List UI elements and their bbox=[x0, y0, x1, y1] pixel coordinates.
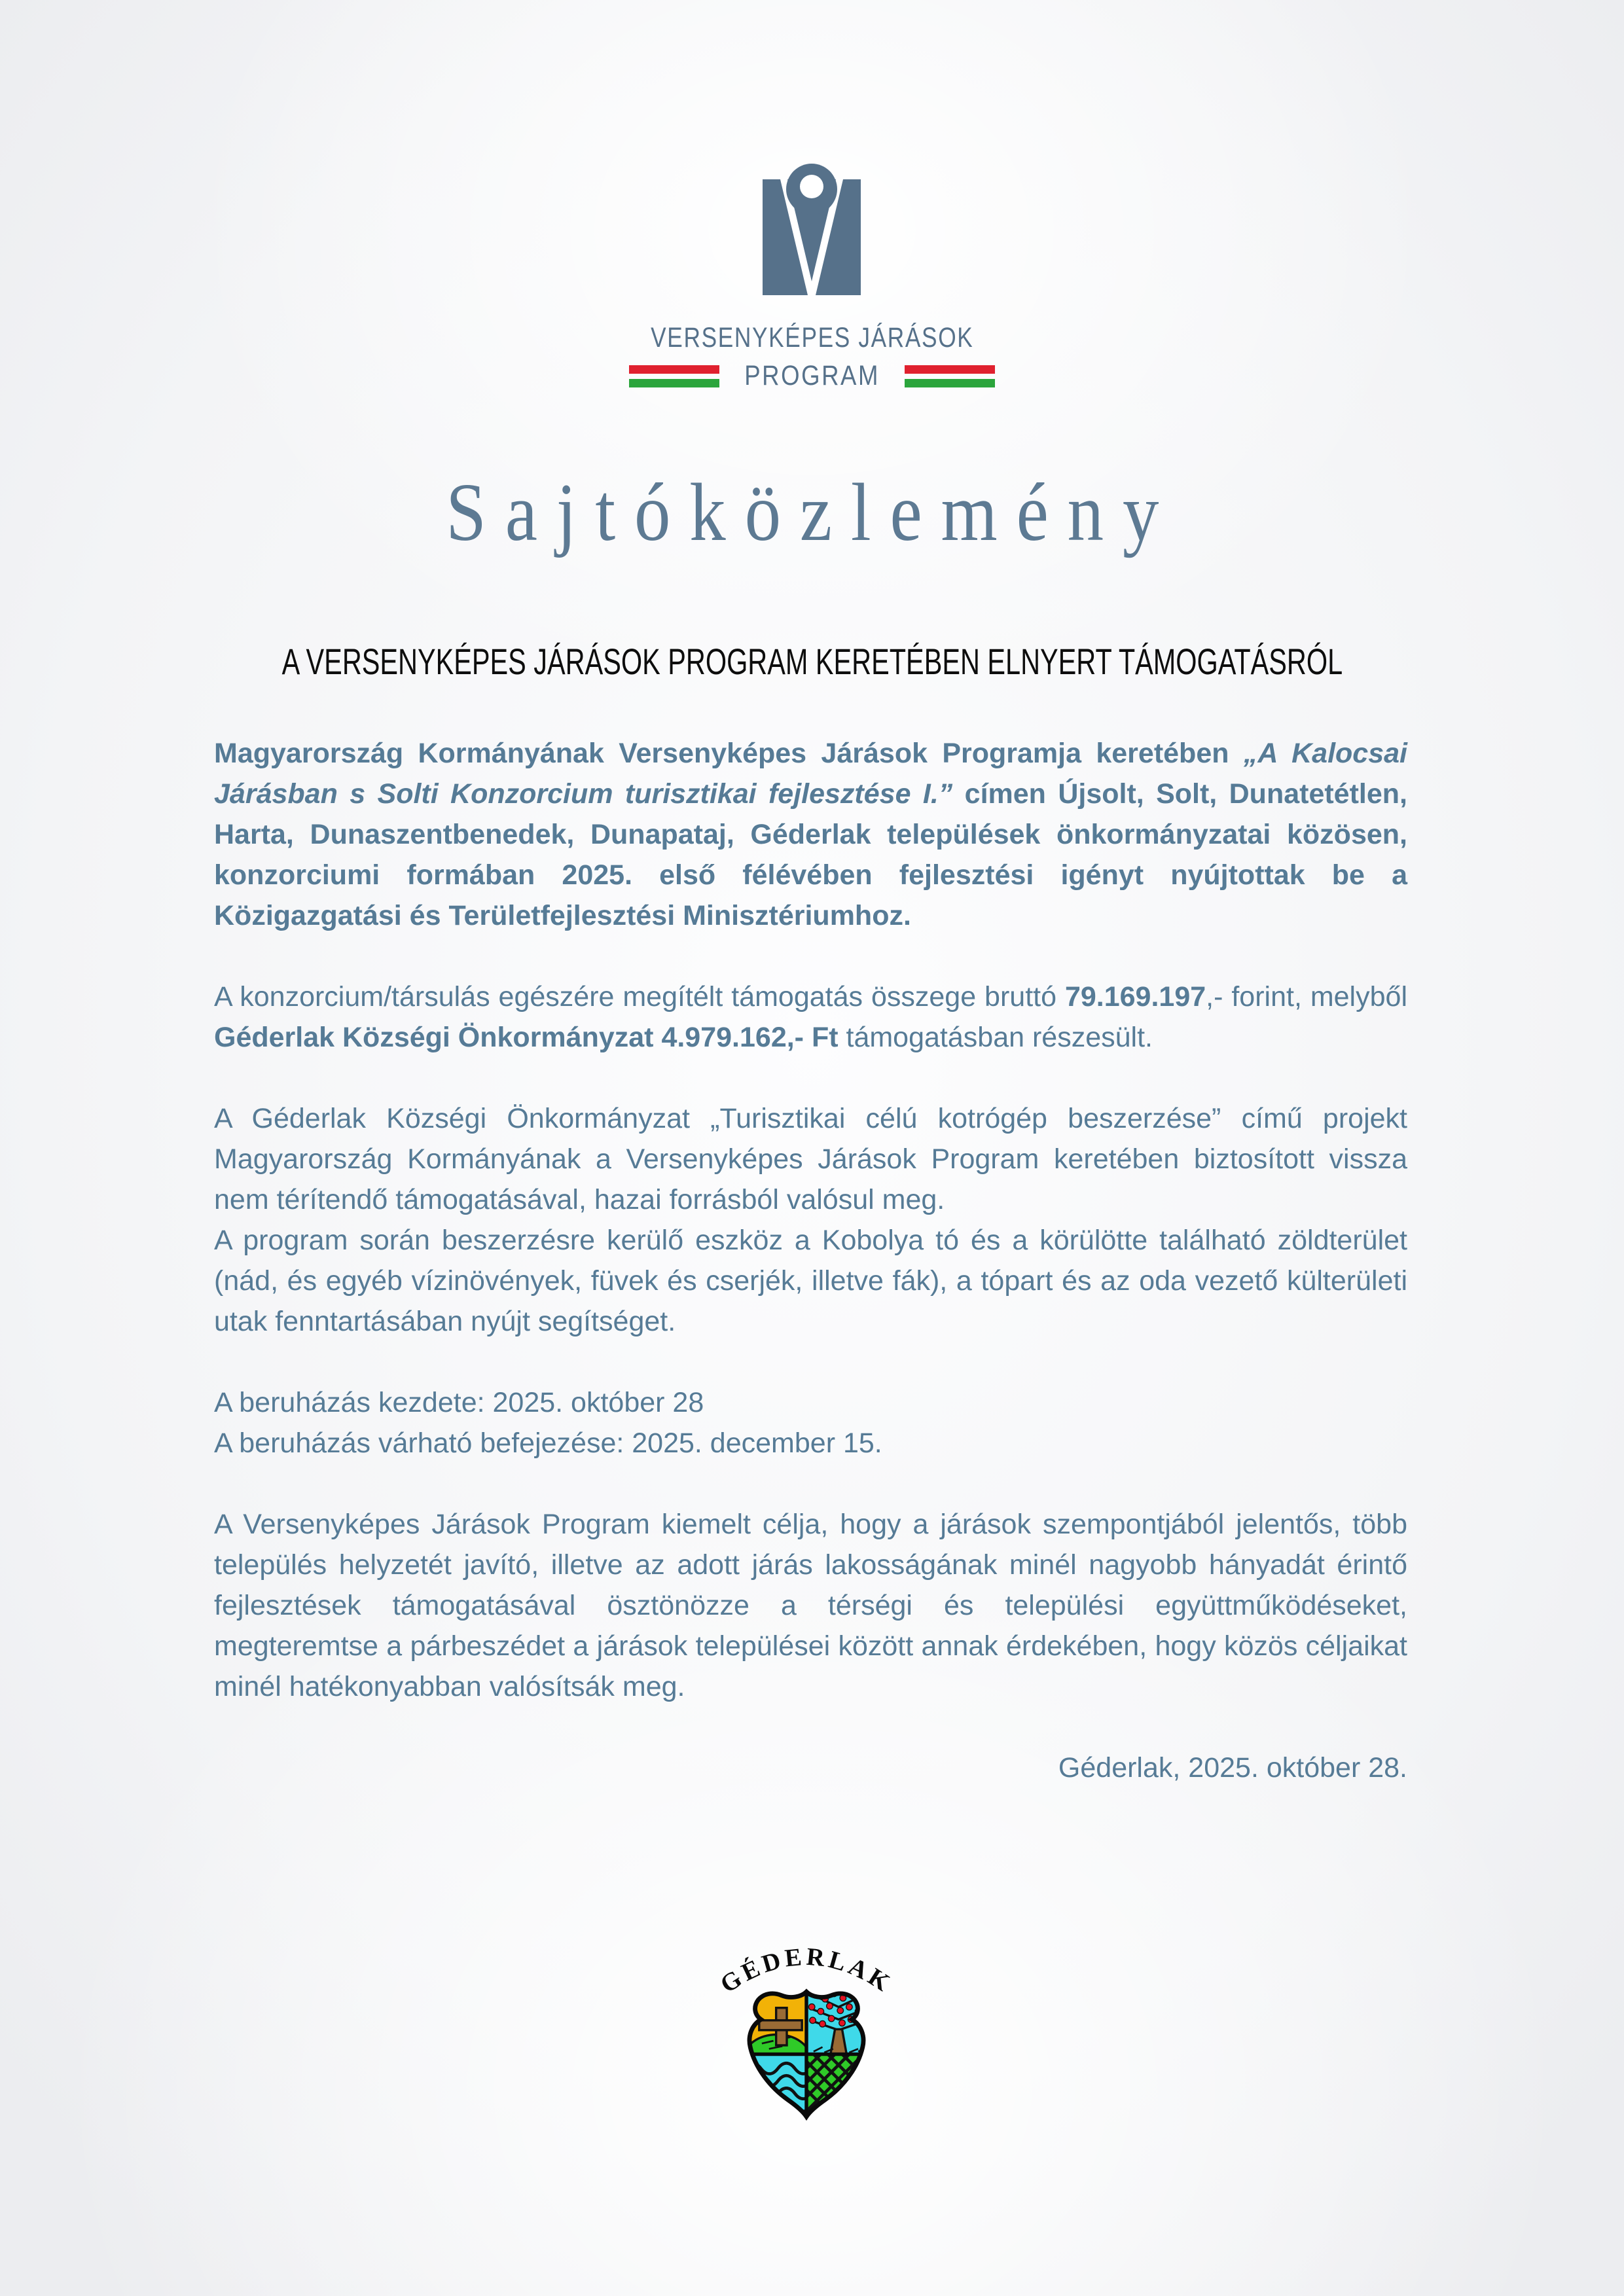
page-title-text: Sajtóközlemény bbox=[446, 467, 1178, 558]
signoff-date-line: Géderlak, 2025. október 28. bbox=[1058, 1752, 1407, 1784]
crest-name-text: GÉDERLAK bbox=[715, 1943, 897, 1999]
p2-s2: ,- forint, melyből bbox=[1206, 981, 1407, 1013]
logo-wordmark bbox=[0, 322, 1624, 354]
flag-green-bar bbox=[905, 379, 995, 387]
page-subtitle-text: A VERSENYKÉPES JÁRÁSOK PROGRAM KERETÉBEN ELNYERT TÁMOGATÁSRÓL bbox=[281, 641, 1343, 682]
p1-project-title-quote: „A Kalocsai Járásban s Solti Konzorcium turisztikai fejlesztése I.” bbox=[214, 738, 1408, 810]
gederlak-coat-of-arms-icon bbox=[708, 1935, 905, 2149]
paragraph-equipment-purpose: A program során beszerzésre kerülő eszköz a Kobolya tó és a körülötte található zöldterület (nád, és egyéb vízinövények, füvek és cserjék, illetve fák), a tópart és az oda vezető külterületi utak fenntartásában nyújt segítséget. bbox=[214, 1225, 1407, 1337]
p1-pre: Magyarország Kormányának Versenyképes Járások Programja keretében bbox=[214, 738, 1244, 769]
p2-s1: A konzorcium/társulás egészére megítélt támogatás összege bruttó bbox=[214, 981, 1065, 1013]
logo-program-row bbox=[0, 360, 1624, 392]
investment-start-line: A beruházás kezdete: 2025. október 28 bbox=[214, 1387, 704, 1418]
location-pin-v-logo-icon bbox=[763, 161, 861, 295]
logo-program-label: PROGRAM bbox=[744, 360, 880, 391]
p1-post: címen Újsolt, Solt, Dunatetétlen, Harta, Dunaszentbenedek, Dunapataj, Géderlak települések önkormányzatai közösen, konzorciumi formában 2025. első félévében fejlesztési igényt nyújtottak be a Közigazgatási és Területfejlesztési Minisztériumhoz. bbox=[214, 778, 1407, 931]
p2-municipality-amount: Géderlak Községi Önkormányzat 4.979.162,- Ft bbox=[214, 1022, 839, 1053]
paragraph-grant-amount bbox=[214, 977, 1407, 1058]
p2-total-amount: 79.169.197 bbox=[1064, 981, 1206, 1013]
paragraph-consortium-application bbox=[214, 733, 1407, 936]
hungarian-flag-stripes-left-icon bbox=[629, 365, 719, 387]
flag-red-bar bbox=[905, 365, 995, 374]
investment-end-line: A beruházás várható befejezése: 2025. december 15. bbox=[214, 1427, 882, 1459]
paragraph-program-goal: A Versenyképes Járások Program kiemelt célja, hogy a járások szempontjából jelentős, több település helyzetét javító, illetve az adott járás lakosságának minél nagyobb hányadát érintő fejlesztések támogatásával ösztönözze a térségi és települési együttműködéseket, megteremtse a párbeszédet a járások települései között annak érdekében, hogy közös céljaikat minél hatékonyabban valósítsák meg. bbox=[214, 1509, 1407, 1702]
body-text bbox=[214, 733, 1407, 1788]
flag-red-bar bbox=[629, 365, 719, 374]
page-subtitle bbox=[0, 640, 1624, 683]
paragraph-project-funding: A Géderlak Községi Önkormányzat „Turisztikai célú kotrógép beszerzése” című projekt Magyarország Kormányának a Versenyképes Járások Program keretében biztosított vissza nem térítendő támogatásával, hazai forrásból valósul meg. bbox=[214, 1103, 1407, 1215]
hungarian-flag-stripes-right-icon bbox=[905, 365, 995, 387]
page-title bbox=[0, 466, 1624, 560]
p2-s3: támogatásban részesült. bbox=[838, 1022, 1153, 1053]
flag-green-bar bbox=[629, 379, 719, 387]
logo-wordmark-text: VERSENYKÉPES JÁRÁSOK bbox=[650, 322, 974, 353]
